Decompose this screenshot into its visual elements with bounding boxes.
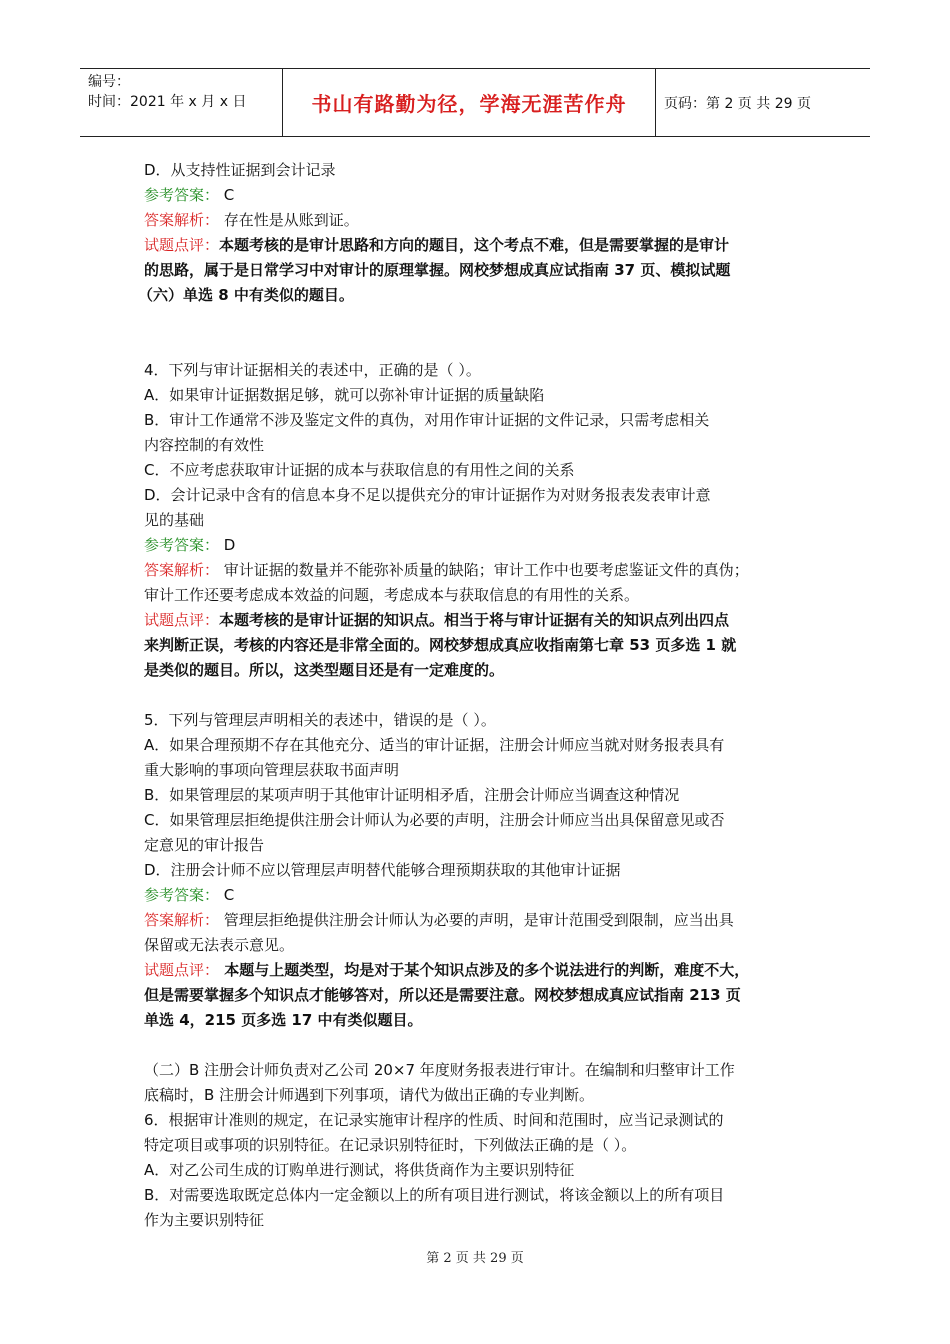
header-page-cell: [656, 69, 870, 136]
question-4: 4．下列与审计证据相关的表述中，正确的是（ ）。: [144, 361, 481, 379]
page-header: [80, 68, 870, 137]
option-line: 重大影响的事项向管理层获取书面声明: [144, 761, 400, 779]
option-line: A．如果审计证据数据足够，就可以弥补审计证据的质量缺陷: [144, 386, 545, 404]
answer-line: 参考答案： C: [144, 886, 235, 904]
comment-line: 但是需要掌握多个知识点才能够答对，所以还是需要注意。网校梦想成真应试指南 213 页: [144, 986, 741, 1004]
motto: 书山有路勤为径，学海无涯苦作舟: [311, 92, 627, 116]
comment-line: 试题点评：本题考核的是审计思路和方向的题目，这个考点不难，但是需要掌握的是审计: [144, 236, 730, 254]
section-intro: （二）B 注册会计师负责对乙公司 20×7 年度财务报表进行审计。在编制和归整审计工作: [144, 1061, 735, 1079]
analysis-line: 保留或无法表示意见。: [144, 936, 295, 954]
option-line: A．如果合理预期不存在其他充分、适当的审计证据，注册会计师应当就对财务报表具有: [144, 736, 725, 754]
analysis-line: 答案解析： 管理层拒绝提供注册会计师认为必要的声明，是审计范围受到限制，应当出具: [144, 911, 734, 929]
option-line: C．不应考虑获取审计证据的成本与获取信息的有用性之间的关系: [144, 461, 575, 479]
page-footer: 第 2 页 共 29 页: [426, 1251, 524, 1266]
comment-line: （六）单选 8 中有类似的题目。: [138, 286, 354, 304]
date-label: 时间：2021 年 x 月 x 日: [88, 94, 247, 110]
option-line: B．审计工作通常不涉及鉴定文件的真伪，对用作审计证据的文件记录，只需考虑相关: [144, 411, 710, 429]
option-line: 内容控制的有效性: [144, 436, 265, 454]
comment-line: 单选 4，215 页多选 17 中有类似题目。: [144, 1011, 423, 1029]
header-meta: [80, 69, 283, 136]
comment-line: 是类似的题目。所以，这类型题目还是有一定难度的。: [144, 661, 505, 679]
answer-line: 参考答案： D: [144, 536, 236, 554]
option-line: D．注册会计师不应以管理层声明替代能够合理预期获取的其他审计证据: [144, 861, 621, 879]
option-line: C．如果管理层拒绝提供注册会计师认为必要的声明，注册会计师应当出具保留意见或否: [144, 811, 725, 829]
number-label: 编号：: [88, 74, 130, 90]
analysis-line: 审计工作还要考虑成本效益的问题，考虑成本与获取信息的有用性的关系。: [144, 586, 640, 604]
comment-line: 来判断正误，考核的内容还是非常全面的。网校梦想成真应收指南第七章 53 页多选 1 就: [144, 636, 737, 654]
option-line: A．对乙公司生成的订购单进行测试，将供货商作为主要识别特征: [144, 1161, 575, 1179]
comment-line: 试题点评： 本题与上题类型，均是对于某个知识点涉及的多个说法进行的判断，难度不大，: [144, 961, 750, 979]
question-6: 特定项目或事项的识别特征。在记录识别特征时，下列做法正确的是（ ）。: [144, 1136, 637, 1154]
analysis-line: 答案解析： 存在性是从账到证。: [144, 211, 359, 229]
section-intro: 底稿时，B 注册会计师遇到下列事项，请代为做出正确的专业判断。: [144, 1086, 595, 1104]
question-5: 5．下列与管理层声明相关的表述中，错误的是（ ）。: [144, 711, 496, 729]
document-body: [138, 158, 816, 1233]
comment-line: 的思路，属于是日常学习中对审计的原理掌握。网校梦想成真应试指南 37 页、模拟试题: [144, 261, 731, 279]
option-line: 见的基础: [144, 511, 205, 529]
analysis-line: 答案解析： 审计证据的数量并不能弥补质量的缺陷；审计工作中也要考虑鉴证文件的真伪；: [144, 561, 749, 579]
option-line: 定意见的审计报告: [144, 836, 265, 854]
option-line: B．如果管理层的某项声明于其他审计证明相矛盾，注册会计师应当调查这种情况: [144, 786, 680, 804]
text-line: D．从支持性证据到会计记录: [144, 161, 336, 179]
comment-line: 试题点评：本题考核的是审计证据的知识点。相当于将与审计证据有关的知识点列出四点: [144, 611, 730, 629]
header-page-info: 页码：第 2 页 共 29 页: [664, 95, 811, 112]
option-line: 作为主要识别特征: [144, 1211, 265, 1229]
question-6: 6．根据审计准则的规定，在记录实施审计程序的性质、时间和范围时，应当记录测试的: [144, 1111, 724, 1129]
option-line: B．对需要选取既定总体内一定金额以上的所有项目进行测试，将该金额以上的所有项目: [144, 1186, 725, 1204]
header-motto-cell: [283, 69, 656, 136]
answer-line: 参考答案： C: [144, 186, 235, 204]
option-line: D．会计记录中含有的信息本身不足以提供充分的审计证据作为对财务报表发表审计意: [144, 486, 711, 504]
